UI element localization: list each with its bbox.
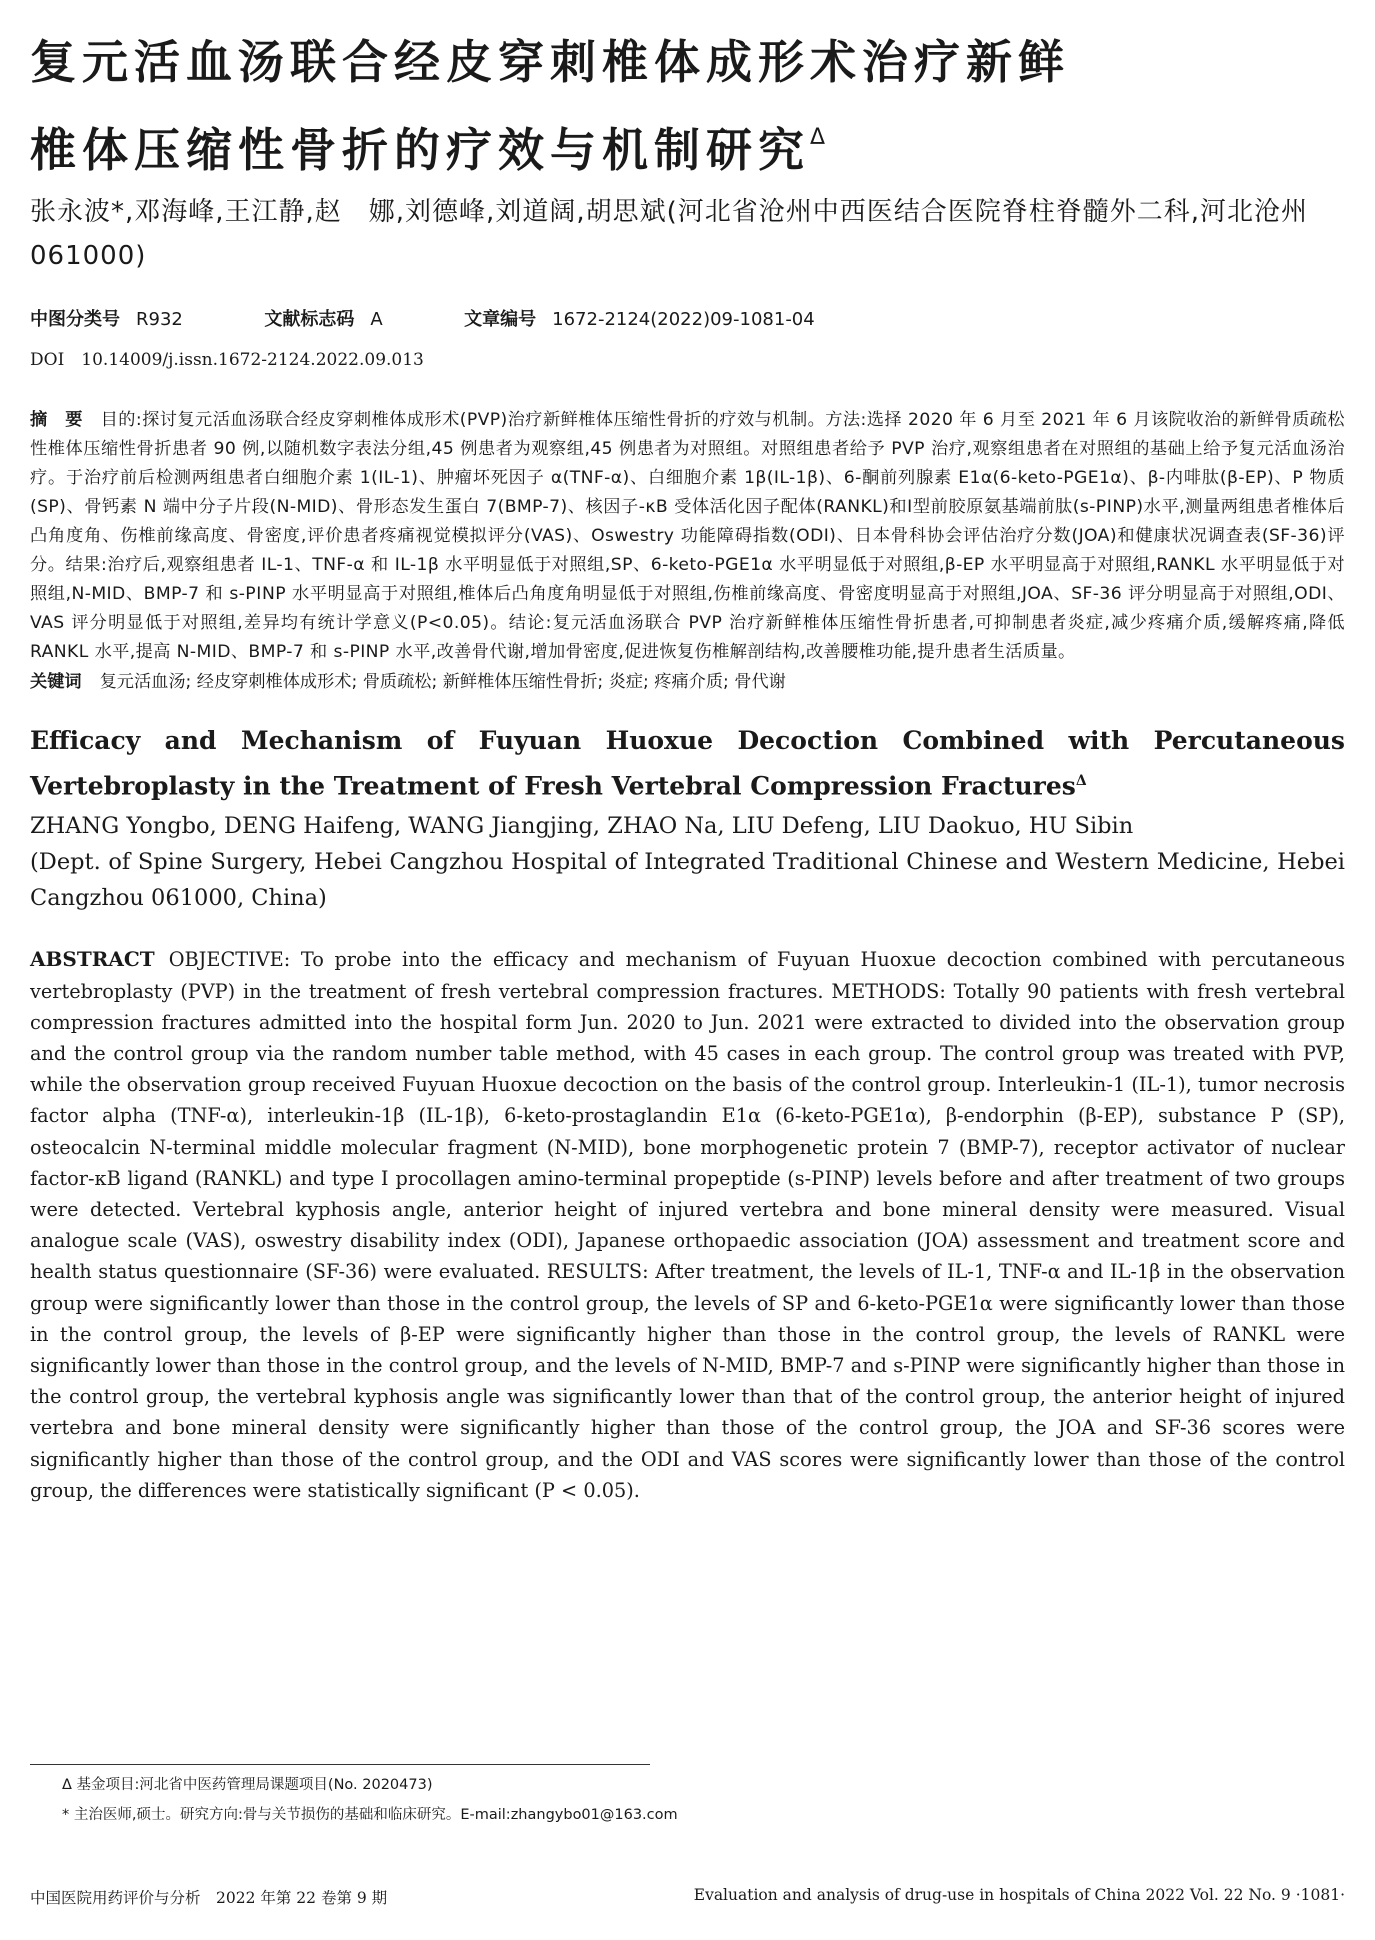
- running-footer: [30, 1886, 1345, 1908]
- english-funding-mark: Δ: [1075, 773, 1087, 789]
- english-affiliation: (Dept. of Spine Surgery, Hebei Cangzhou Hospital of Integrated Traditional Chinese and Western Medicine, Hebei Cangzhou 061000, China): [30, 849, 1345, 912]
- chinese-title-line-1: 复元活血汤联合经皮穿刺椎体成形术治疗新鲜: [30, 35, 1070, 89]
- english-abstract: [30, 944, 1345, 1506]
- chinese-title-line-2: [30, 100, 1345, 188]
- chinese-abstract-label: 摘 要: [30, 410, 83, 430]
- doi: DOI 10.14009/j.issn.1672-2124.2022.09.013: [30, 350, 424, 370]
- chinese-authors: 张永波*,邓海峰,王江静,赵 娜,刘德峰,刘道阔,胡思斌(河北省沧州中西医结合医院脊柱脊髓外二科,河北沧州 061000): [30, 197, 1336, 271]
- chinese-abstract-text: 目的:探讨复元活血汤联合经皮穿刺椎体成形术(PVP)治疗新鲜椎体压缩性骨折的疗效与机制。方法:选择 2020 年 6 月至 2021 年 6 月该院收治的新鲜骨质疏松性椎体压缩性骨折患者 90 例,以随机数字表法分组,45 例患者为观察组,45 例患者为对照组。对照组患者给予 PVP 治疗,观察组患者在对照组的基础上给予复元活血汤治疗。于治疗前后检测两组患者白细胞介素 1(IL-1)、肿瘤坏死因子 α(TNF-α)、白细胞介素 1β(IL-1β)、6-酮前列腺素 E1α(6-keto-PGE1α)、β-内啡肽(β-EP)、P 物质(SP)、骨钙素 N 端中分子片段(N-MID)、骨形态发生蛋白 7(BMP-7)、核因子-κB 受体活化因子配体(RANKL)和Ⅰ型前胶原氨基端前肽(s-PⅠNP)水平,测量两组患者椎体后凸角度角、伤椎前缘高度、骨密度,评价患者疼痛视觉模拟评分(VAS)、Oswestry 功能障碍指数(ODI)、日本骨科协会评估治疗分数(JOA)和健康状况调查表(SF-36)评分。结果:治疗后,观察组患者 IL-1、TNF-α 和 IL-1β 水平明显低于对照组,SP、6-keto-PGE1α 水平明显低于对照组,β-EP 水平明显高于对照组,RANKL 水平明显低于对照组,N-MID、BMP-7 和 s-PⅠNP 水平明显高于对照组,椎体后凸角度角明显低于对照组,伤椎前缘高度、骨密度明显高于对照组,JOA、SF-36 评分明显高于对照组,ODI、VAS 评分明显低于对照组,差异均有统计学意义(P<0.05)。结论:复元活血汤联合 PVP 治疗新鲜椎体压缩性骨折患者,可抑制患者炎症,减少疼痛介质,缓解疼痛,降低 RANKL 水平,提高 N-MID、BMP-7 和 s-PⅠNP 水平,改善骨代谢,增加骨密度,促进恢复伤椎解剖结构,改善腰椎功能,提升患者生活质量。: [30, 410, 1346, 662]
- clc-value: R932: [136, 309, 183, 330]
- doc-code-label: 文献标志码: [264, 309, 355, 330]
- chinese-title-line-2-text: 椎体压缩性骨折的疗效与机制研究: [30, 123, 810, 177]
- keywords-label: 关键词: [30, 672, 82, 692]
- footnote-author: * 主治医师,硕士。研究方向:骨与关节损伤的基础和临床研究。E-mail:zhangybo01@163.com: [62, 1807, 678, 1823]
- keywords-text: 复元活血汤; 经皮穿刺椎体成形术; 骨质疏松; 新鲜椎体压缩性骨折; 炎症; 疼痛介质; 骨代谢: [99, 672, 786, 692]
- english-title: [30, 721, 1345, 806]
- footnotes: [62, 1770, 678, 1830]
- footnote-divider: [30, 1764, 650, 1765]
- chinese-title: [30, 24, 1345, 188]
- article-no-label: 文章编号: [464, 309, 537, 330]
- english-abstract-text: OBJECTIVE: To probe into the efficacy and mechanism of Fuyuan Huoxue decoction combined with percutaneous vertebroplasty (PVP) in the treatment of fresh vertebral compression fractures. METHODS: Totally 90 patients with fresh vertebral compression fractures admitted into the hospital form Jun. 2020 to Jun. 2021 were extracted to divided into the observation group and the control group via the random number table method, with 45 cases in each group. The control group was treated with PVP, while the observation group received Fuyuan Huoxue decoction on the basis of the control group. Interleukin-1 (IL-1), tumor necrosis factor alpha (TNF-α), interleukin-1β (IL-1β), 6-keto-prostaglandin E1α (6-keto-PGE1α), β-endorphin (β-EP), substance P (SP), osteocalcin N-terminal middle molecular fragment (N-MID), bone morphogenetic protein 7 (BMP-7), receptor activator of nuclear factor-κB ligand (RANKL) and type Ⅰ procollagen amino-terminal propeptide (s-PⅠNP) levels before and after treatment of two groups were detected. Vertebral kyphosis angle, anterior height of injured vertebra and bone mineral density were measured. Visual analogue scale (VAS), oswestry disability index (ODI), Japanese orthopaedic association (JOA) assessment and treatment score and health status questionnaire (SF-36) were evaluated. RESULTS: After treatment, the levels of IL-1, TNF-α and IL-1β in the observation group were significantly lower than those in the control group, the levels of SP and 6-keto-PGE1α were significantly lower than those in the control group, the levels of β-EP were significantly higher than those in the control group, the levels of RANKL were significantly lower than those in the control group, and the levels of N-MID, BMP-7 and s-PⅠNP were significantly higher than those in the control group, the vertebral kyphosis angle was significantly lower than that of the control group, the anterior height of injured vertebra and bone mineral density were significantly higher than those of the control group, the JOA and SF-36 scores were significantly higher than those of the control group, and the ODI and VAS scores were significantly lower than those of the control group, the differences were statistically significant (P < 0.05).: [30, 948, 1345, 1502]
- chinese-keywords: [30, 667, 1345, 697]
- english-title-text: Efficacy and Mechanism of Fuyuan Huoxue Decoction Combined with Percutaneous Vertebroplasty in the Treatment of Fresh Vertebral Compression Fractures: [30, 726, 1345, 801]
- funding-mark: Δ: [810, 125, 832, 150]
- footnote-funding: Δ 基金项目:河北省中医药管理局课题项目(No. 2020473): [62, 1777, 433, 1793]
- classification-row: [30, 300, 1345, 340]
- footer-journal-en: Evaluation and analysis of drug-use in hospitals of China 2022 Vol. 22 No. 9 ·1081·: [693, 1886, 1345, 1904]
- article-page: [30, 24, 1345, 1506]
- clc-label: 中图分类号: [30, 309, 120, 330]
- footer-journal-cn: 中国医院用药评价与分析 2022 年第 22 卷第 9 期: [30, 1889, 388, 1907]
- chinese-abstract: [30, 406, 1345, 667]
- doc-code-value: A: [370, 309, 383, 330]
- article-no-value: 1672-2124(2022)09-1081-04: [552, 309, 815, 330]
- english-authors: ZHANG Yongbo, DENG Haifeng, WANG Jiangjing, ZHAO Na, LIU Defeng, LIU Daokuo, HU Sibin: [30, 813, 1134, 840]
- classification-block: [30, 300, 1345, 380]
- english-abstract-label: ABSTRACT: [30, 947, 155, 972]
